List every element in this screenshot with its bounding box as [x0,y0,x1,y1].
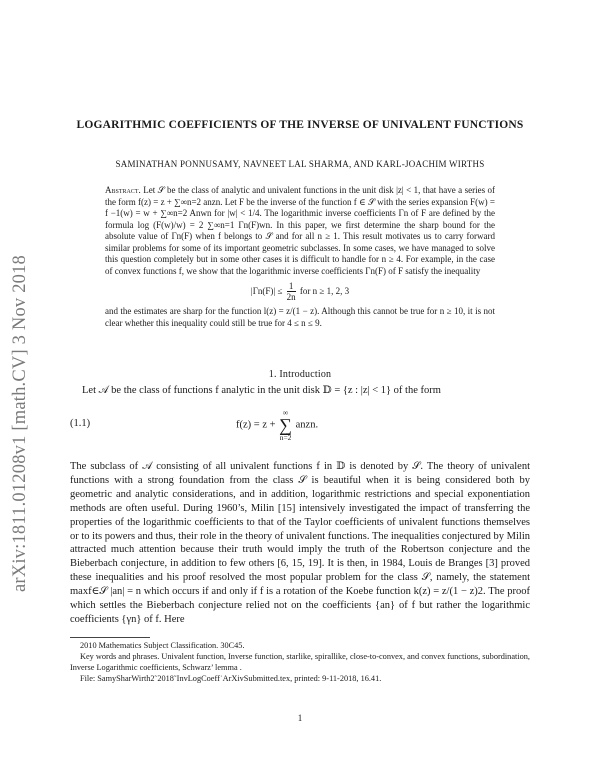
arxiv-stamp [6,172,34,592]
abstract-paragraph-1 [105,185,495,277]
paper-title: LOGARITHMIC COEFFICIENTS OF THE INVERSE OF UNIVALENT FUNCTIONS [76,119,524,131]
arxiv-stamp-text: arXiv:1811.01208v1 [math.CV] 3 Nov 2018 [10,255,30,592]
inequality-fraction [287,281,296,303]
equation-term: anzn. [295,419,319,431]
intro-text [70,384,530,397]
intro-line: Let 𝒜 be the class of functions f analytic in the unit disk 𝔻 = {z : |z| < 1} of the form [82,385,441,396]
inequality-right: for n ≥ 1, 2, 3 [299,286,350,297]
fraction-numerator: 1 [287,281,296,292]
footnote-file: File: SamySharWirth2˜2018˜InvLogCoeff˙ArXivSubmitted.tex, printed: 9-11-2018, 16.41. [80,673,382,683]
summation [279,408,292,442]
footnote-msc: 2010 Mathematics Subject Classification. 30C45. [80,641,245,650]
body-paragraph: The subclass of 𝒜 consisting of all univalent functions f in 𝔻 is denoted by 𝒮. The theory of univalent functions with a strong foundation from the class 𝒮 is beautiful when it is being considered both by geometric and analytic considerations, and in addition, logarithmic restrictions and special exponentiation methods are often useful. During 1960’s, Milin [15] intensively investigated the impact of transferring the properties of the logarithmic coefficients to that of the Taylor coefficients of univalent functions themselves or to its powers and thus, their role in the theory of univalent functions. The inequalities conjectured by Milin attracted much attention because their truth would imply the truth of the Robertson conjecture and the Bieberbach conjecture, in addition to few others [6, 15, 19]. It is then, in 1984, Louis de Branges [3] proved these inequalities and his proof resolved the most popular problem for the class 𝒮, namely, the statement maxf∈𝒮 |an| = n which occurs if and only if f is a rotation of the Koebe function k(z) = z/(1 − z)2. The proof which settles the Bieberbach conjecture relied not on the coefficients {an} of f but rather the logarithmic coefficients {γn} of f. Here [70,461,530,625]
inequality-left: |Γn(F)| ≤ [250,286,283,297]
abstract [105,185,495,329]
equation-formula [236,408,318,442]
abstract-label: Abstract. [105,185,141,195]
sum-upper-limit: ∞ [282,408,289,417]
page-number: 1 [297,713,303,723]
sum-lower-limit: n=2 [279,433,292,442]
authors: SAMINATHAN PONNUSAMY, NAVNEET LAL SHARMA, AND KARL-JOACHIM WIRTHS [115,159,485,169]
footnotes [70,641,530,685]
abstract-paragraph-2: and the estimates are sharp for the function l(z) = z/(1 − z). Although this cannot be true for n ≥ 10, it is not clear whether this inequality could still be true for 4 ≤ n ≤ 9. [105,306,495,328]
fraction-denominator: 2n [286,292,296,302]
abstract-text-1: Let 𝒮 be the class of analytic and univalent functions in the unit disk |z| < 1, that have a series of the form f(z) = z + ∑∞n=2 anzn. Let F be the inverse of the function f ∈ 𝒮 with the series expansion F(w) = f −1(w) = w + ∑∞n=2 Anwn for |w| < 1/4. The logarithmic inverse coefficients Γn of F are defined by the formula log (F(w)/w) = 2 ∑∞n=1 Γn(F)wn. In this paper, we first determine the sharp bound for the absolute value of Γn(F) when f belongs to 𝒮 and for all n ≥ 1. This result motivates us to carry forward similar problems for some of its important geometric subclasses. In some cases, we have managed to solve this question completely but in some other cases it is difficult to handle for n ≥ 4. For example, in the case of convex functions f, we show that the logarithmic inverse coefficients Γn(F) of F satisfy the inequality [105,185,495,276]
equation-lhs: f(z) = z + [236,419,276,431]
sum-symbol: ∑ [279,415,292,435]
footnote-rule [70,637,150,638]
body-text [70,460,530,627]
section-heading-introduction: 1. Introduction [268,369,332,380]
equation-number: (1.1) [70,418,91,429]
footnote-keywords: Key words and phrases. Univalent function, Inverse function, starlike, spirallike, close-to-convex, and convex functions, subordination, Inverse Logarithmic coefficients, Schwarz’ lemma . [70,651,530,672]
abstract-inequality [105,281,495,303]
